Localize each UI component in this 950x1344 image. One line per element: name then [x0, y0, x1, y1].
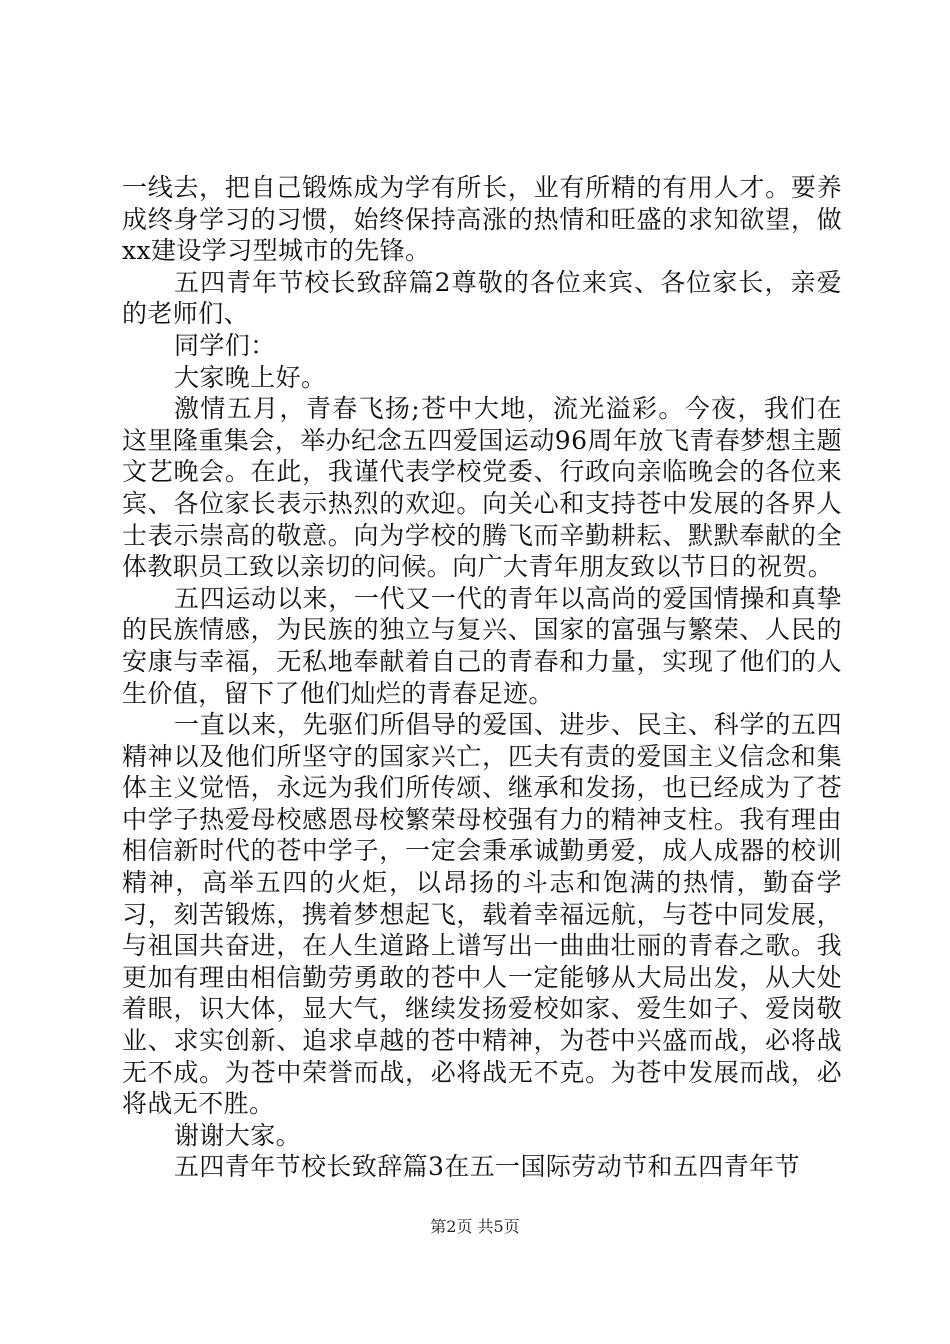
paragraph-7: 一直以来，先驱们所倡导的爱国、进步、民主、科学的五四精神以及他们所坚守的国家兴亡，匹夫有责的爱国主义信念和集体主义觉悟，永远为我们所传颂、继承和发扬，也已经成为了苍中学子热爱母校感恩母校繁荣母校强有力的精神支柱。我有理由相信新时代的苍中学子，一定会秉承诚勤勇爱，成人成器的校训精神，高举五四的火炬，以昂扬的斗志和饱满的热情，勤奋学习，刻苦锻炼，携着梦想起飞，载着幸福远航，与苍中同发展，与祖国共奋进，在人生道路上谱写出一曲曲壮丽的青春之歌。我更加有理由相信勤劳勇敢的苍中人一定能够从大局出发，从大处着眼，识大体，显大气，继续发扬爱校如家、爱生如子、爱岗敬业、求实创新、追求卓越的苍中精神，为苍中兴盛而战，必将战无不成。为苍中荣誉而战，必将战无不克。为苍中发展而战，必将战无不胜。: [122, 710, 842, 1119]
paragraph-6: 五四运动以来，一代又一代的青年以高尚的爱国情操和真挚的民族情感，为民族的独立与复兴、国家的富强与繁荣、人民的安康与幸福，无私地奉献着自己的青春和力量，实现了他们的人生价值，留下了他们灿烂的青春足迹。: [122, 583, 842, 708]
paragraph-3: 同学们：: [174, 330, 276, 360]
paragraph-5: 激情五月，青春飞扬;苍中大地，流光溢彩。今夜，我们在这里隆重集会，举办纪念五四爱国运动96周年放飞青春梦想主题文艺晚会。在此，我谨代表学校党委、行政向亲临晚会的各位来宾、各位家长表示热烈的欢迎。向关心和支持苍中发展的各界人士表示崇高的敬意。向为学校的腾飞而辛勤耕耘、默默奉献的全体教职员工致以亲切的问候。向广大青年朋友致以节日的祝贺。: [122, 394, 842, 582]
paragraph-2: 五四青年节校长致辞篇2尊敬的各位来宾、各位家长，亲爱的老师们、: [122, 267, 842, 329]
document-body: [122, 172, 842, 1183]
paragraph-8: 谢谢大家。: [174, 1120, 302, 1150]
page-footer: 第2页 共5页: [430, 1217, 520, 1236]
paragraph-1: 一线去，把自己锻炼成为学有所长，业有所精的有用人才。要养成终身学习的习惯，始终保持高涨的热情和旺盛的求知欲望，做xx建设学习型城市的先锋。: [122, 173, 842, 266]
paragraph-9: 五四青年节校长致辞篇3在五一国际劳动节和五四青年节: [174, 1152, 800, 1182]
paragraph-4: 大家晚上好。: [174, 362, 327, 392]
